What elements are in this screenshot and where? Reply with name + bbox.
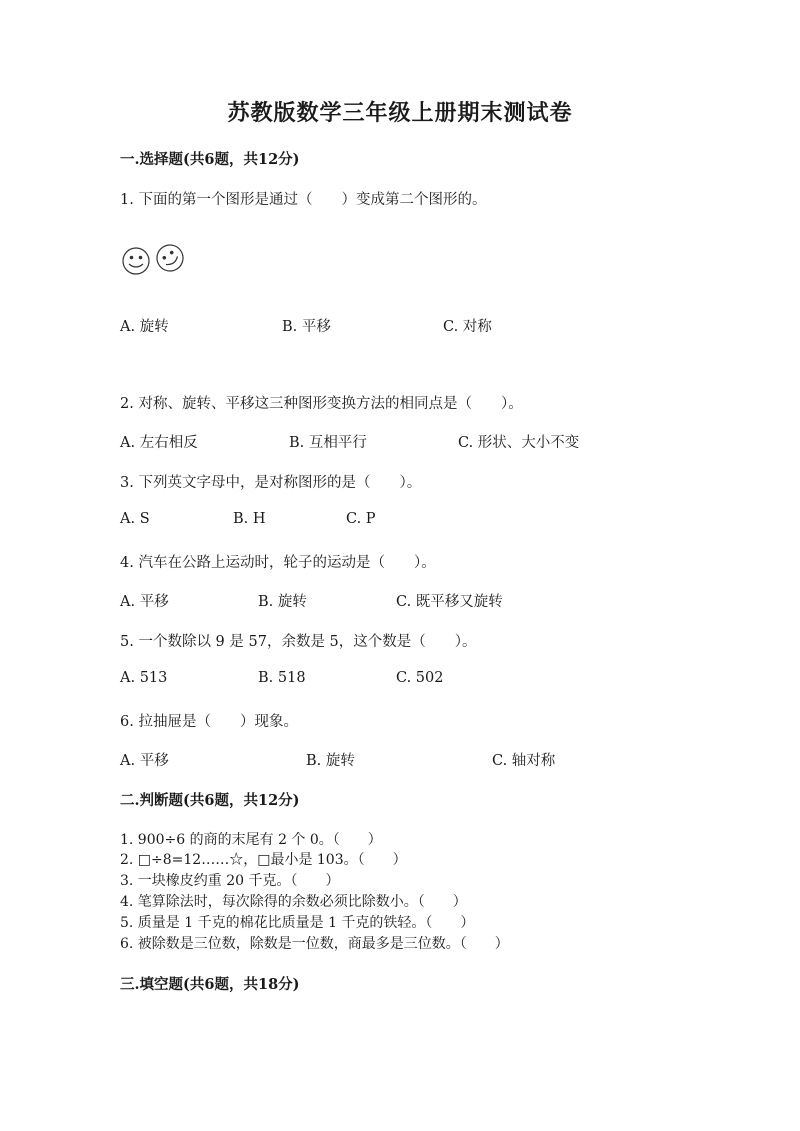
question-1-stem: 1. 下面的第一个图形是通过（ ）变成第二个图形的。 xyxy=(120,192,487,208)
judge-question-3: 3. 一块橡皮约重 20 千克。（ ） xyxy=(120,873,340,889)
question-4-option-b: B. 旋转 xyxy=(258,594,307,610)
section-judge-heading: 二.判断题(共6题，共12分) xyxy=(120,792,300,809)
smiley-upright-icon xyxy=(123,248,149,274)
question-3-option-c: C. P xyxy=(346,511,376,527)
judge-question-6: 6. 被除数是三位数，除数是一位数，商最多是三位数。（ ） xyxy=(120,936,509,952)
question-3-option-a: A. S xyxy=(120,511,150,527)
question-5-option-a: A. 513 xyxy=(120,670,168,686)
question-3-stem: 3. 下列英文字母中，是对称图形的是（ ）。 xyxy=(120,475,422,491)
judge-question-1: 1. 900÷6 的商的末尾有 2 个 0。（ ） xyxy=(120,832,382,848)
question-2-option-b: B. 互相平行 xyxy=(289,435,367,451)
question-3-option-b: B. H xyxy=(233,511,266,527)
section-fill-heading: 三.填空题(共6题，共18分) xyxy=(120,976,300,993)
question-6-option-a: A. 平移 xyxy=(120,753,169,769)
question-2-option-a: A. 左右相反 xyxy=(120,435,198,451)
question-4-option-c: C. 既平移又旋转 xyxy=(396,594,503,610)
question-6-option-b: B. 旋转 xyxy=(306,753,355,769)
judge-question-2: 2. □÷8=12……☆，□最小是 103。（ ） xyxy=(120,852,407,868)
question-2-option-c: C. 形状、大小不变 xyxy=(458,435,580,451)
question-1-option-c: C. 对称 xyxy=(443,319,492,335)
question-6-option-c: C. 轴对称 xyxy=(492,753,556,769)
question-1-option-b: B. 平移 xyxy=(282,319,331,335)
question-5-stem: 5. 一个数除以 9 是 57，余数是 5，这个数是（ ）。 xyxy=(120,634,477,650)
section-choice-heading: 一.选择题(共6题，共12分) xyxy=(120,151,300,168)
question-4-option-a: A. 平移 xyxy=(120,594,169,610)
question-5-option-b: B. 518 xyxy=(258,670,306,686)
smiley-rotated-icon xyxy=(152,244,188,276)
question-6-stem: 6. 拉抽屉是（ ）现象。 xyxy=(120,714,298,730)
question-4-stem: 4. 汽车在公路上运动时，轮子的运动是（ ）。 xyxy=(120,555,436,571)
judge-question-4: 4. 笔算除法时，每次除得的余数必须比除数小。（ ） xyxy=(120,894,467,910)
page-title: 苏教版数学三年级上册期末测试卷 xyxy=(227,100,573,126)
smiley-figures xyxy=(120,244,190,276)
judge-question-5: 5. 质量是 1 千克的棉花比质量是 1 千克的铁轻。（ ） xyxy=(120,915,475,931)
question-2-stem: 2. 对称、旋转、平移这三种图形变换方法的相同点是（ ）。 xyxy=(120,396,523,412)
question-1-option-a: A. 旋转 xyxy=(120,319,169,335)
question-5-option-c: C. 502 xyxy=(396,670,444,686)
